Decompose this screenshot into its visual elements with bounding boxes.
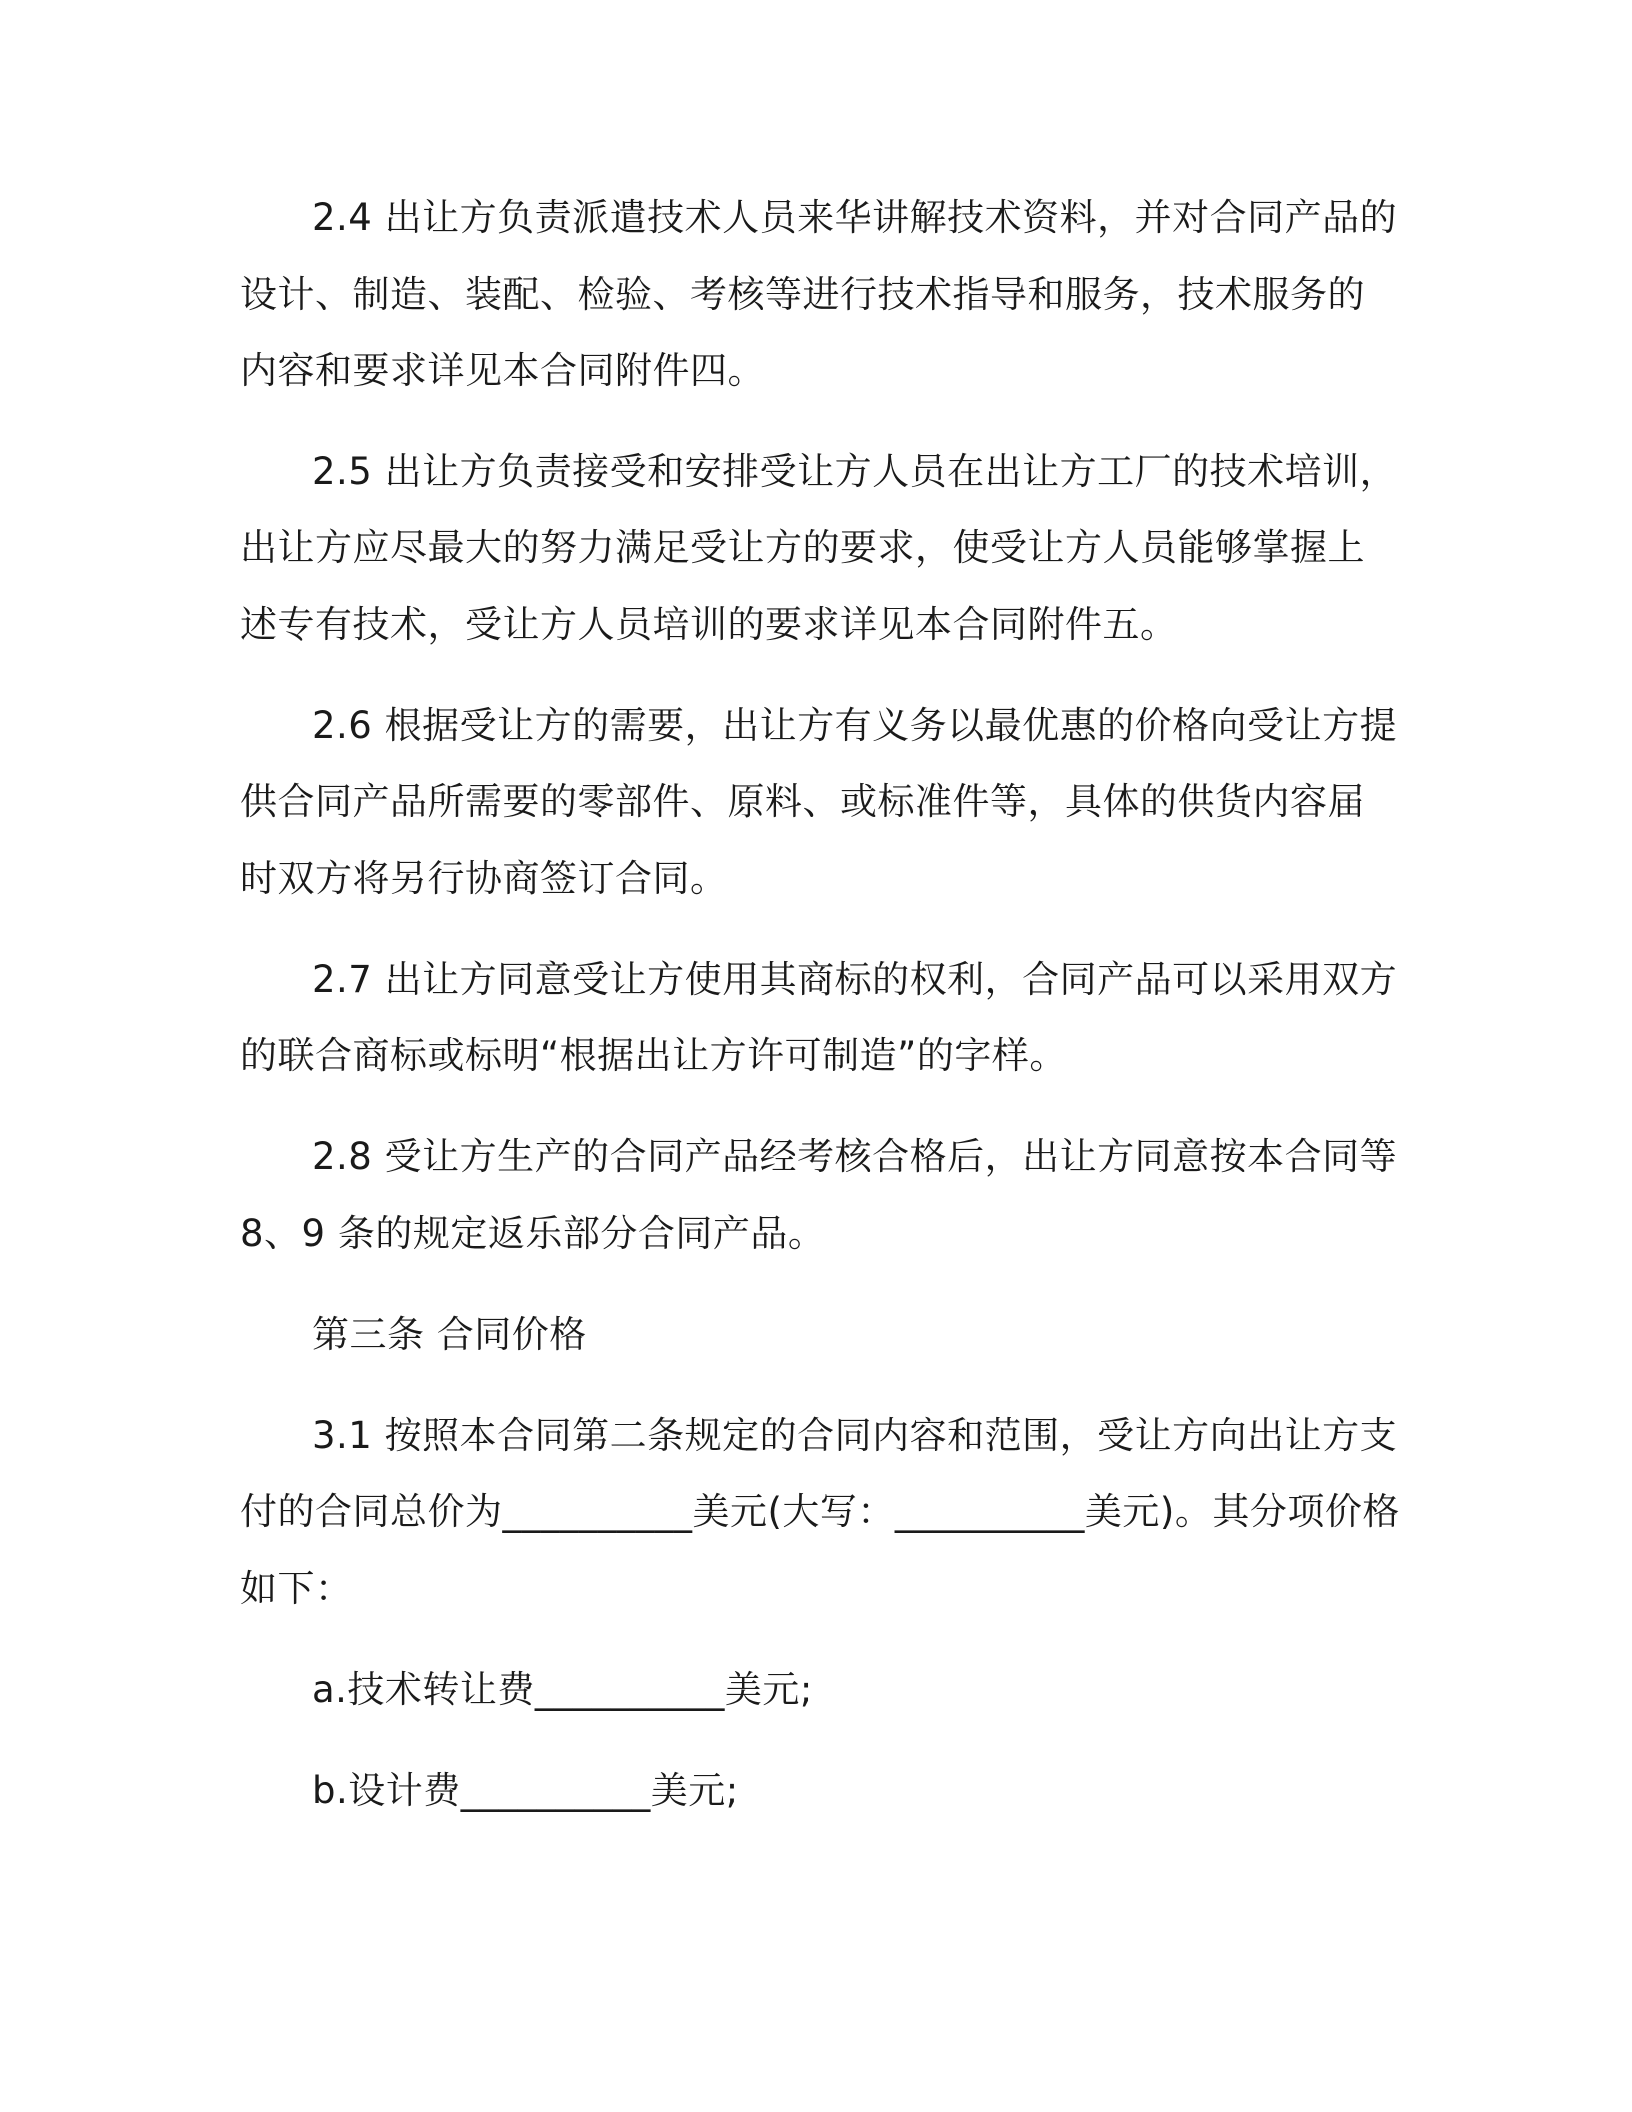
- article-3-heading: 第三条 合同价格: [312, 1313, 587, 1356]
- clause-2-5-line-2: 出让方应尽最大的努力满足受让方的要求，使受让方人员能够掌握上: [240, 526, 1365, 569]
- clause-2-6-line-1: 2.6 根据受让方的需要，出让方有义务以最优惠的价格向受让方提: [312, 704, 1398, 747]
- clause-2-7-line-2: 的联合商标或标明“根据出让方许可制造”的字样。: [240, 1034, 1067, 1077]
- clause-3-1-line-1: 3.1 按照本合同第二条规定的合同内容和范围，受让方向出让方支: [312, 1414, 1398, 1457]
- clause-2-6-line-3: 时双方将另行协商签订合同。: [240, 857, 728, 900]
- clause-2-4-line-2: 设计、制造、装配、检验、考核等进行技术指导和服务，技术服务的: [240, 273, 1365, 316]
- price-item-a: a.技术转让费__________美元;: [312, 1668, 813, 1711]
- price-item-b: b.设计费__________美元;: [312, 1769, 739, 1812]
- clause-3-1-line-3: 如下：: [240, 1567, 353, 1610]
- clause-2-5-line-3: 述专有技术，受让方人员培训的要求详见本合同附件五。: [240, 603, 1178, 646]
- clause-2-5-line-1: 2.5 出让方负责接受和安排受让方人员在出让方工厂的技术培训，: [312, 450, 1398, 493]
- clause-2-7-line-1: 2.7 出让方同意受让方使用其商标的权利，合同产品可以采用双方: [312, 958, 1398, 1001]
- clause-3-1-line-2: 付的合同总价为__________美元(大写：__________美元)。其分项价格: [240, 1490, 1400, 1533]
- clause-2-8-line-2: 8、9 条的规定返乐部分合同产品。: [240, 1212, 826, 1255]
- clause-2-4-line-3: 内容和要求详见本合同附件四。: [240, 349, 765, 392]
- clause-2-6-line-2: 供合同产品所需要的零部件、原料、或标准件等，具体的供货内容届: [240, 780, 1365, 823]
- clause-2-4-line-1: 2.4 出让方负责派遣技术人员来华讲解技术资料，并对合同产品的: [312, 196, 1398, 239]
- clause-2-8-line-1: 2.8 受让方生产的合同产品经考核合格后，出让方同意按本合同等: [312, 1135, 1398, 1178]
